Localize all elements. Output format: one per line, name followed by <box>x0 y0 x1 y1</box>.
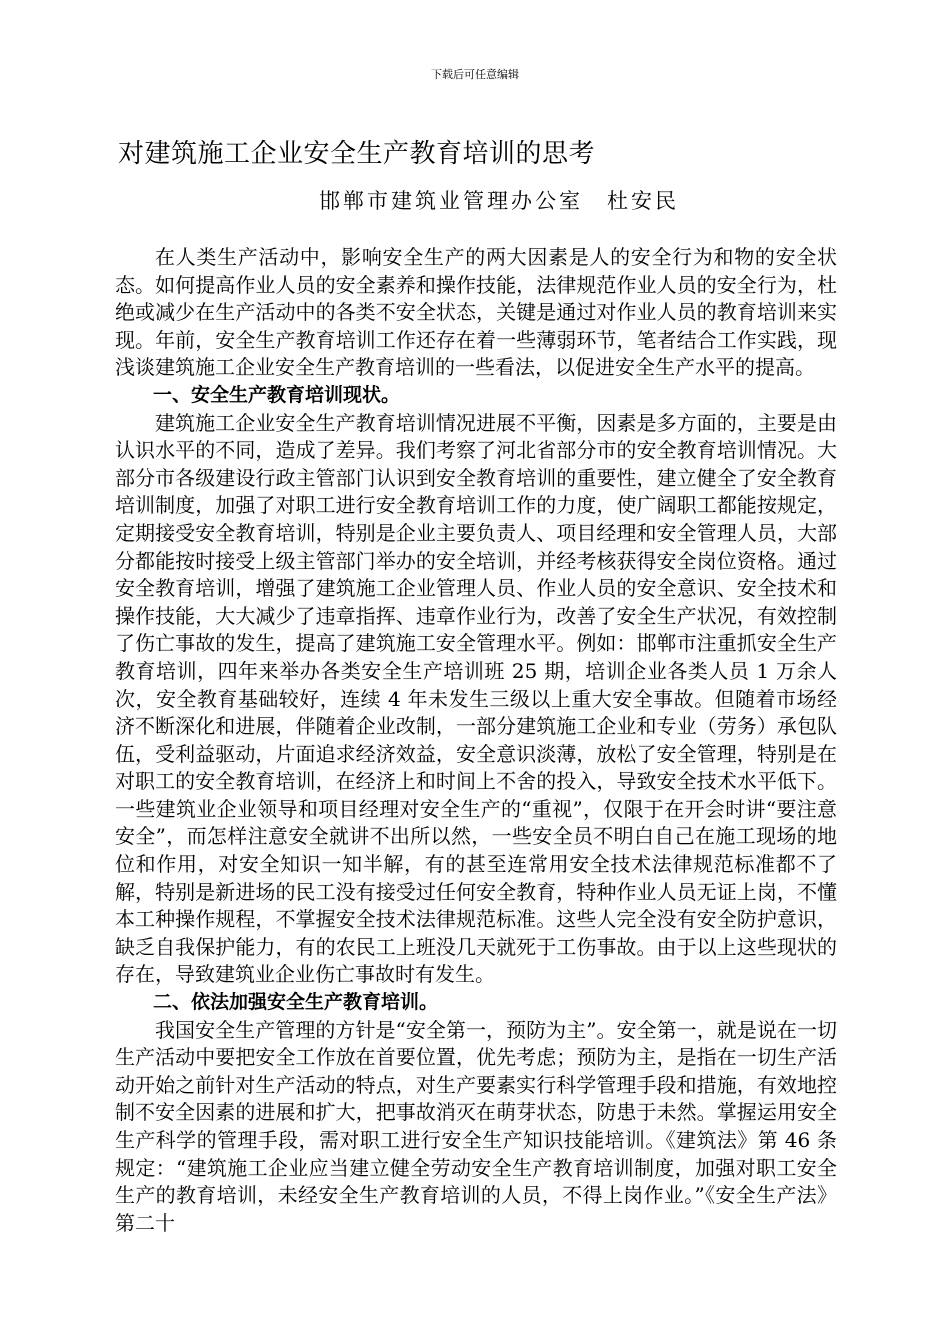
document-title: 对建筑施工企业安全生产教育培训的思考 <box>118 139 596 169</box>
section-heading-1: 一、安全生产教育培训现状。 <box>153 383 401 406</box>
header-note: 下载后可任意编辑 <box>431 68 519 81</box>
author-line: 邯郸市建筑业管理办公室 杜安民 <box>319 189 679 213</box>
intro-paragraph: 在人类生产活动中，影响安全生产的两大因素是人的安全行为和物的安全状态。如何提高作业人员的安全素养和操作技能，法律规范作业人员的安全行为，杜绝或减少在生产活动中的各类不安全状态，关键是通过对作业人员的教育培训来实现。年前，安全生产教育培训工作还存在着一些薄弱环节，笔者结合工作实践，现浅谈建筑施工企业安全生产教育培训的一些看法，以促进安全生产水平的提高。 <box>115 245 837 380</box>
section-2-paragraph: 我国安全生产管理的方针是“安全第一，预防为主”。安全第一，就是说在一切生产活动中要把安全工作放在首要位置，优先考虑；预防为主，是指在一切生产活动开始之前针对生产活动的特点，对生产要素实行科学管理手段和措施，有效地控制不安全因素的进展和扩大，把事故消灭在萌芽状态，防患于未然。掌握运用安全生产科学的管理手段，需对职工进行安全生产知识技能培训。《建筑法》第 46 条规定：“建筑施工企业应当建立健全劳动安全生产教育培训制度，加强对职工安全生产的教育培训，未经安全生产教育培训的人员，不得上岗作业。”《安全生产法》第二十 <box>115 1017 837 1235</box>
section-heading-2: 二、依法加强安全生产教育培训。 <box>153 991 439 1014</box>
section-1-paragraph: 建筑施工企业安全生产教育培训情况进展不平衡，因素是多方面的，主要是由认识水平的不同，造成了差异。我们考察了河北省部分市的安全教育培训情况。大部分市各级建设行政主管部门认识到安全教育培训的重要性，建立健全了安全教育培训制度，加强了对职工进行安全教育培训工作的力度，使广阔职工都能按规定，定期接受安全教育培训，特别是企业主要负责人、项目经理和安全管理人员，大部分都能按时接受上级主管部门举办的安全培训，并经考核获得安全岗位资格。通过安全教育培训，增强了建筑施工企业管理人员、作业人员的安全意识、安全技术和操作技能，大大减少了违章指挥、违章作业行为，改善了安全生产状况，有效控制了伤亡事故的发生，提高了建筑施工安全管理水平。例如：邯郸市注重抓安全生产教育培训，四年来举办各类安全生产培训班 25 期，培训企业各类人员 1 万余人次，安全教育基础较好，连续 4 年未发生三级以上重大安全事故。但随着市场经济不断深化和进展，伴随着企业改制，一部分建筑施工企业和专业（劳务）承包队伍，受利益驱动，片面追求经济效益，安全意识淡薄，放松了安全管理，特别是在对职工的安全教育培训，在经济上和时间上不舍的投入，导致安全技术水平低下。一些建筑业企业领导和项目经理对安全生产的“重视”，仅限于在开会时讲“要注意安全”，而怎样注意安全就讲不出所以然，一些安全员不明白自己在施工现场的地位和作用，对安全知识一知半解，有的甚至连常用安全技术法律规范标准都不了解，特别是新进场的民工没有接受过任何安全教育，特种作业人员无证上岗，不懂本工种操作规程，不掌握安全技术法律规范标准。这些人完全没有安全防护意识，缺乏自我保护能力，有的农民工上班没几天就死于工伤事故。由于以上这些现状的存在，导致建筑业企业伤亡事故时有发生。 <box>115 410 837 987</box>
document-body <box>115 244 837 1237</box>
